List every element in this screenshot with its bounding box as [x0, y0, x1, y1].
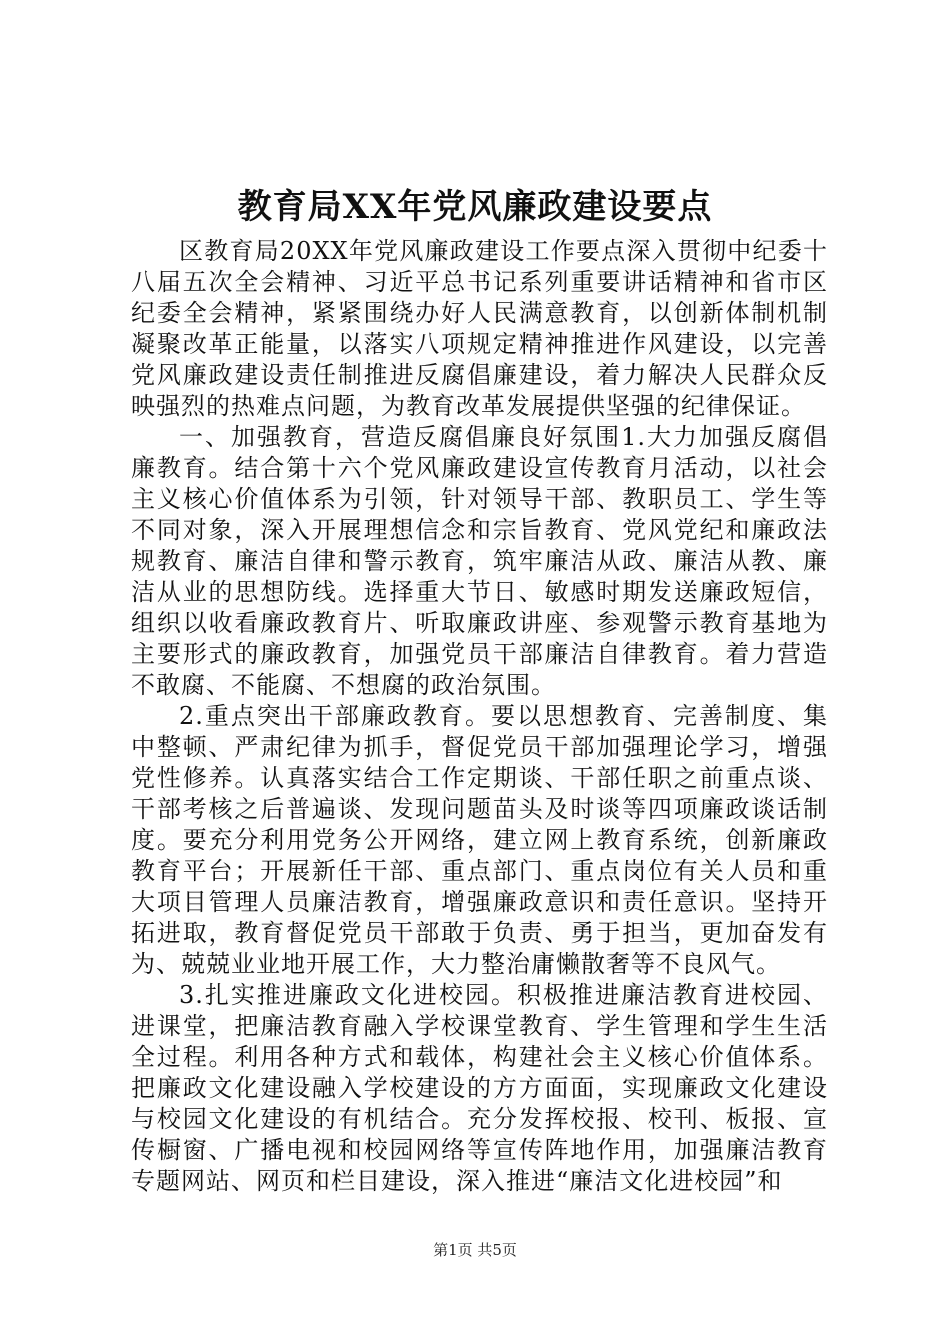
paragraph-item-2: 2.重点突出干部廉政教育。要以思想教育、完善制度、集中整顿、严肃纪律为抓手，督促党员干部加强理论学习，增强党性修养。认真落实结合工作定期谈、干部任职之前重点谈、干部考核之后普遍谈、发现问题苗头及时谈等四项廉政谈话制度。要充分利用党务公开网络，建立网上教育系统，创新廉政教育平台；开展新任干部、重点部门、重点岗位有关人员和重大项目管理人员廉洁教育，增强廉政意识和责任意识。坚持开拓进取，教育督促党员干部敢于负责、勇于担当，更加奋发有为、兢兢业业地开展工作，大力整治庸懒散奢等不良风气。 — [131, 702, 828, 978]
paragraph-item-3: 3.扎实推进廉政文化进校园。积极推进廉洁教育进校园、进课堂，把廉洁教育融入学校课堂教育、学生管理和学生生活全过程。利用各种方式和载体，构建社会主义核心价值体系。把廉政文化建设融入学校建设的方方面面，实现廉政文化建设与校园文化建设的有机结合。充分发挥校报、校刊、板报、宣传橱窗、广播电视和校园网络等宣传阵地作用，加强廉洁教育专题网站、网页和栏目建设，深入推进“廉洁文化进校园”和 — [131, 981, 828, 1195]
paragraph-intro: 区教育局20XX年党风廉政建设工作要点深入贯彻中纪委十八届五次全会精神、习近平总书记系列重要讲话精神和省市区纪委全会精神，紧紧围绕办好人民满意教育，以创新体制机制凝聚改革正能量，以落实八项规定精神推进作风建设，以完善党风廉政建设责任制推进反腐倡廉建设，着力解决人民群众反映强烈的热难点问题，为教育改革发展提供坚强的纪律保证。 — [131, 237, 828, 420]
document-title: 教育局XX年党风廉政建设要点 — [237, 187, 713, 227]
page-footer: 第1页 共5页 — [433, 1241, 517, 1259]
paragraph-section-1: 一、加强教育，营造反腐倡廉良好氛围1.大力加强反腐倡廉教育。结合第十六个党风廉政建设宣传教育月活动，以社会主义核心价值体系为引领，针对领导干部、教职员工、学生等不同对象，深入开展理想信念和宗旨教育、党风党纪和廉政法规教育、廉洁自律和警示教育，筑牢廉洁从政、廉洁从教、廉洁从业的思想防线。选择重大节日、敏感时期发送廉政短信，组织以收看廉政教育片、听取廉政讲座、参观警示教育基地为主要形式的廉政教育，加强党员干部廉洁自律教育。着力营造不敢腐、不能腐、不想腐的政治氛围。 — [131, 423, 828, 699]
document-body — [131, 236, 828, 1197]
